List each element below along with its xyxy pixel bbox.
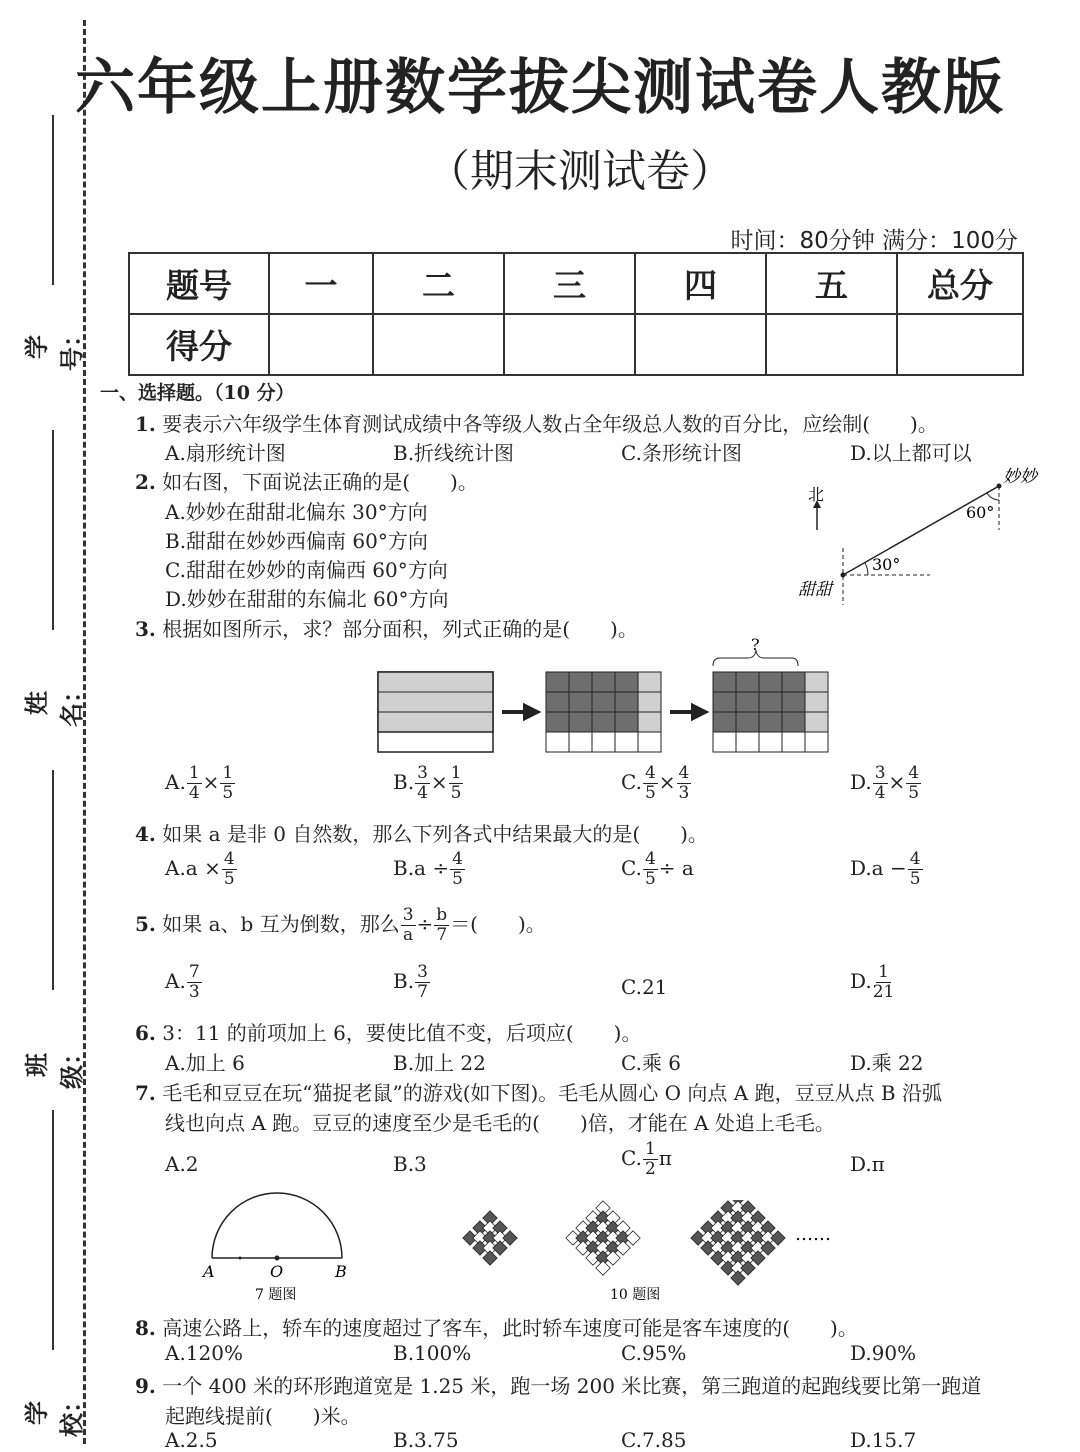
grid-cell — [713, 692, 736, 712]
option-prefix: B. — [393, 770, 415, 794]
denominator: 4 — [188, 783, 200, 803]
fraction — [906, 764, 921, 803]
grid-cell — [615, 712, 638, 732]
option-a: A.120% — [165, 1341, 243, 1365]
option-d: D.15.7 — [850, 1428, 917, 1452]
pattern-tile — [616, 1241, 630, 1255]
fraction — [450, 850, 465, 889]
score-cell[interactable] — [897, 314, 1023, 375]
score-table — [128, 252, 1024, 376]
question-number: 8. — [135, 1316, 156, 1340]
denominator: 4 — [874, 783, 886, 803]
student-id-label: 学号： — [23, 323, 86, 371]
question-text: 毛毛和豆豆在玩“猫捉老鼠”的游戏(如下图)。毛毛从圆心 O 向点 A 跑，豆豆从点 B 沿弧 — [162, 1081, 942, 1105]
question-text: 高速公路上，轿车的速度超过了客车，此时轿车速度可能是客车速度的( )。 — [162, 1316, 858, 1340]
numerator: 1 — [188, 763, 200, 783]
score-header-cell: 四 — [635, 253, 766, 314]
option-a: A.2.5 — [165, 1428, 218, 1452]
fraction — [449, 764, 464, 803]
option-prefix: D. — [850, 770, 872, 794]
question-6 — [135, 1017, 641, 1046]
grid-cell — [638, 672, 661, 692]
score-header-cell: 一 — [269, 253, 373, 314]
grid-cell — [782, 692, 805, 712]
numerator: 1 — [878, 962, 889, 982]
point-a-label: A — [203, 1262, 215, 1281]
option-d: D.以上都可以 — [850, 441, 972, 465]
option-prefix: C. — [621, 770, 642, 794]
grid-cell — [713, 732, 736, 752]
grid-cell — [569, 672, 592, 692]
school-line — [52, 1110, 54, 1350]
option-c: C.条形统计图 — [621, 441, 742, 465]
numerator: 3 — [402, 905, 414, 925]
pattern-tile — [771, 1231, 785, 1245]
denominator: 3 — [188, 982, 200, 1002]
fraction — [220, 764, 235, 803]
grid-cell — [759, 712, 782, 732]
option-d: D.妙妙在甜甜的东偏北 60°方向 — [165, 587, 449, 611]
numerator: 4 — [678, 763, 690, 783]
denominator: 4 — [417, 783, 428, 803]
section-heading: 一、选择题。（10 分） — [100, 382, 295, 404]
question-number: 3. — [135, 617, 156, 641]
option-a — [165, 850, 238, 889]
grid-cell — [546, 692, 569, 712]
pattern-tile — [626, 1231, 640, 1245]
page-subtitle: （期末测试卷） — [426, 146, 734, 197]
numerator: 4 — [909, 849, 921, 869]
pattern-2 — [566, 1201, 640, 1275]
numerator: 1 — [450, 763, 462, 783]
option-prefix: A. — [165, 770, 186, 794]
denominator: 5 — [644, 869, 656, 889]
area-figure — [370, 638, 840, 758]
score-cell[interactable] — [504, 314, 635, 375]
question-9-line2: 起跑线提前( )米。 — [165, 1404, 361, 1428]
denominator: 7 — [436, 925, 448, 945]
option-suffix: ÷ a — [658, 856, 694, 880]
denominator: 5 — [223, 869, 235, 889]
denominator: 7 — [417, 982, 428, 1002]
numerator: 4 — [644, 849, 656, 869]
point-b-label: B — [335, 1262, 347, 1281]
option-d: D.90% — [850, 1341, 917, 1365]
question-number: 9. — [135, 1374, 156, 1398]
question-7-line2: 线也向点 A 跑。豆豆的速度至少是毛毛的( )倍，才能在 A 处追上毛毛。 — [165, 1111, 835, 1135]
grid-cell — [736, 712, 759, 732]
angle-60-label: 60° — [966, 503, 995, 522]
question-text: 3：11 的前项加上 6，要使比值不变，后项应( )。 — [162, 1021, 642, 1045]
option-b — [393, 963, 431, 1002]
fraction — [643, 850, 658, 889]
figure-caption: 10 题图 — [610, 1287, 661, 1303]
angle-30-arc — [865, 563, 868, 575]
option-c: C.甜甜在妙妙的南偏西 60°方向 — [165, 558, 448, 582]
time-info: 时间：80分钟 满分：100分 — [730, 228, 1018, 254]
question-text: 要表示六年级学生体育测试成绩中各等级人数占全年级总人数的百分比，应绘制( )。 — [162, 412, 938, 436]
question-text: 如右图，下面说法正确的是( )。 — [162, 470, 478, 494]
figure-caption: 7 题图 — [255, 1287, 297, 1303]
grid-cell — [736, 672, 759, 692]
grid-cell — [759, 692, 782, 712]
fraction — [401, 906, 416, 945]
school-label: 学校： — [23, 1389, 86, 1437]
grid-cell — [805, 712, 828, 732]
option-b: B.3 — [393, 1152, 427, 1176]
pattern-1 — [463, 1211, 517, 1265]
fraction — [434, 906, 449, 945]
name-line — [52, 430, 54, 630]
score-cell[interactable] — [269, 314, 373, 375]
question-5 — [135, 906, 546, 945]
pattern-tile — [483, 1251, 497, 1265]
score-header-cell: 三 — [504, 253, 635, 314]
grid-cell — [592, 732, 615, 752]
semicircle-figure — [195, 1190, 365, 1305]
question-8 — [135, 1312, 858, 1341]
option-a: A.妙妙在甜甜北偏东 30°方向 — [165, 500, 428, 524]
grid-cell — [782, 672, 805, 692]
pattern-tile — [761, 1241, 775, 1255]
center-point — [275, 1256, 280, 1261]
grid-cell — [759, 672, 782, 692]
question-number: 4. — [135, 822, 156, 846]
grid-cell — [615, 692, 638, 712]
box-3 — [713, 672, 828, 752]
fraction — [222, 850, 237, 889]
mid-point — [239, 1257, 242, 1260]
option-b: B.3.75 — [393, 1428, 459, 1452]
numerator: b — [436, 905, 448, 925]
option-prefix: B. — [393, 969, 415, 993]
grid-cell — [638, 692, 661, 712]
grid-cell — [805, 672, 828, 692]
pattern-tile — [751, 1251, 765, 1265]
question-text: 如果 a、b 互为倒数，那么 — [162, 912, 400, 936]
grid-cell — [615, 672, 638, 692]
option-a: A.加上 6 — [165, 1051, 245, 1075]
pattern-tile — [493, 1241, 507, 1255]
grid-cell — [546, 732, 569, 752]
question-text: 一个 400 米的环形跑道宽是 1.25 米，跑一场 200 米比赛，第三跑道的起跑线要比第一跑道 — [162, 1374, 982, 1398]
miao-label: 妙妙 — [1003, 467, 1037, 487]
fraction — [187, 764, 202, 803]
fraction — [643, 1140, 658, 1179]
score-row — [129, 314, 1023, 375]
numerator: 1 — [222, 763, 234, 783]
grid-cell — [638, 712, 661, 732]
fraction — [873, 764, 888, 803]
question-text: 如果 a 是非 0 自然数，那么下列各式中结果最大的是( )。 — [162, 822, 708, 846]
grid-cell — [782, 712, 805, 732]
option-c: C.95% — [621, 1341, 687, 1365]
option-d — [850, 963, 895, 1002]
score-header-cell: 二 — [373, 253, 504, 314]
denominator: 2 — [644, 1159, 656, 1179]
grid-cell — [546, 672, 569, 692]
semicircle-arc — [212, 1193, 342, 1258]
option-prefix: A.a × — [165, 856, 221, 880]
name-label: 姓名： — [23, 679, 86, 727]
pattern-tile — [731, 1271, 745, 1285]
option-c — [621, 850, 694, 889]
option-suffix: π — [658, 1146, 672, 1170]
score-header-cell: 五 — [766, 253, 897, 314]
option-b: B.甜甜在妙妙西偏南 60°方向 — [165, 529, 428, 553]
arrow-2 — [670, 706, 705, 718]
fraction — [677, 764, 692, 803]
pattern-tile — [596, 1261, 610, 1275]
fraction — [908, 850, 923, 889]
operator: ÷ — [416, 912, 434, 936]
question-number: 6. — [135, 1021, 156, 1045]
denominator: a — [403, 925, 414, 945]
question-suffix: ＝( )。 — [450, 912, 546, 936]
score-header-cell: 题号 — [129, 253, 269, 314]
grid-cell — [638, 732, 661, 752]
angle-60-arc — [987, 493, 999, 500]
option-b: B.100% — [393, 1341, 472, 1365]
numerator: 4 — [644, 763, 656, 783]
direction-figure — [790, 460, 1050, 610]
denominator: 5 — [909, 869, 921, 889]
option-c: C.乘 6 — [621, 1051, 682, 1075]
numerator: 3 — [417, 763, 428, 783]
score-header-row — [129, 253, 1023, 314]
page-title: 六年级上册数学拔尖测试卷人教版 — [75, 53, 1005, 123]
option-a — [165, 963, 203, 1002]
option-b — [393, 850, 466, 889]
option-prefix: D.a − — [850, 856, 907, 880]
box-1-shaded — [378, 672, 493, 732]
score-cell[interactable] — [373, 314, 504, 375]
pattern-tile — [503, 1231, 517, 1245]
question-mark: ? — [751, 638, 760, 654]
option-c — [621, 1140, 672, 1179]
class-label: 班级： — [23, 1041, 86, 1089]
numerator: 4 — [223, 849, 235, 869]
pattern-tile — [606, 1251, 620, 1265]
class-line — [52, 770, 54, 990]
grid-cell — [592, 712, 615, 732]
denominator: 3 — [678, 783, 690, 803]
pattern-figure-10 — [455, 1200, 855, 1305]
denominator: 5 — [450, 783, 462, 803]
denominator: 21 — [872, 982, 895, 1002]
option-c: C.21 — [621, 975, 668, 999]
question-7 — [135, 1077, 942, 1106]
option-d — [850, 850, 924, 889]
option-a: A.2 — [165, 1152, 199, 1176]
score-cell[interactable] — [766, 314, 897, 375]
tian-point — [841, 573, 846, 578]
question-number: 2. — [135, 470, 156, 494]
connection-line — [843, 486, 999, 575]
score-cell[interactable] — [635, 314, 766, 375]
miao-point — [997, 484, 1002, 489]
option-prefix: B.a ÷ — [393, 856, 450, 880]
grid-cell — [569, 692, 592, 712]
grid-cell — [569, 712, 592, 732]
question-number: 1. — [135, 412, 156, 436]
option-d: D.乘 22 — [850, 1051, 924, 1075]
numerator: 3 — [417, 962, 428, 982]
score-row-label: 得分 — [129, 314, 269, 375]
question-9 — [135, 1370, 981, 1399]
option-b: B.折线统计图 — [393, 441, 515, 465]
grid-cell — [713, 712, 736, 732]
grid-cell — [615, 732, 638, 752]
point-o-label: O — [270, 1262, 284, 1281]
question-2 — [135, 466, 478, 495]
option-prefix: D. — [850, 969, 872, 993]
numerator: 7 — [188, 962, 200, 982]
question-number: 5. — [135, 912, 156, 936]
arrow-1 — [502, 706, 537, 718]
numerator: 4 — [452, 849, 463, 869]
option-c: C. $\frac{4}{5}$ × $\frac{4}{3}$ — [621, 763, 690, 803]
fraction — [873, 963, 895, 1002]
box-2 — [546, 672, 661, 752]
grid-cell — [546, 712, 569, 732]
pattern-tile — [741, 1261, 755, 1275]
option-d: D. $\frac{3}{4}$ × $\frac{4}{5}$ — [850, 763, 920, 803]
grid-cell — [592, 672, 615, 692]
fraction — [187, 963, 202, 1002]
question-4 — [135, 818, 708, 847]
option-prefix: C. — [621, 1146, 642, 1170]
option-d: D.π — [850, 1152, 885, 1176]
numerator: 3 — [874, 763, 886, 783]
tian-label: 甜甜 — [798, 580, 832, 600]
continuation-dots: …… — [795, 1224, 831, 1245]
grid-cell — [713, 672, 736, 692]
option-b: B. $\frac{3}{4}$ × $\frac{1}{5}$ — [393, 763, 462, 803]
question-1 — [135, 408, 938, 437]
grid-cell — [592, 692, 615, 712]
question-number: 7. — [135, 1081, 156, 1105]
option-prefix: C. — [621, 856, 642, 880]
option-b: B.加上 22 — [393, 1051, 486, 1075]
grid-cell — [736, 732, 759, 752]
grid-cell — [569, 732, 592, 752]
grid-cell — [805, 692, 828, 712]
numerator: 4 — [908, 763, 920, 783]
fraction — [415, 764, 430, 803]
numerator: 1 — [644, 1139, 656, 1159]
question-text: 根据如图所示，求？部分面积，列式正确的是( )。 — [162, 617, 638, 641]
grid-cell — [736, 692, 759, 712]
fraction — [643, 764, 658, 803]
option-prefix: A. — [165, 969, 186, 993]
grid-cell — [759, 732, 782, 752]
option-c: C.7.85 — [621, 1428, 687, 1452]
option-a: A. $\frac{1}{4}$ × $\frac{1}{5}$ — [165, 763, 234, 803]
score-header-cell: 总分 — [897, 253, 1023, 314]
angle-30-label: 30° — [872, 555, 901, 574]
grid-cell — [805, 732, 828, 752]
denominator: 5 — [908, 783, 920, 803]
denominator: 5 — [644, 783, 656, 803]
pattern-3 — [691, 1200, 785, 1285]
fraction — [415, 963, 430, 1002]
denominator: 5 — [222, 783, 234, 803]
denominator: 5 — [452, 869, 463, 889]
option-a: A.扇形统计图 — [165, 441, 286, 465]
north-label: 北 — [808, 485, 825, 504]
grid-cell — [782, 732, 805, 752]
